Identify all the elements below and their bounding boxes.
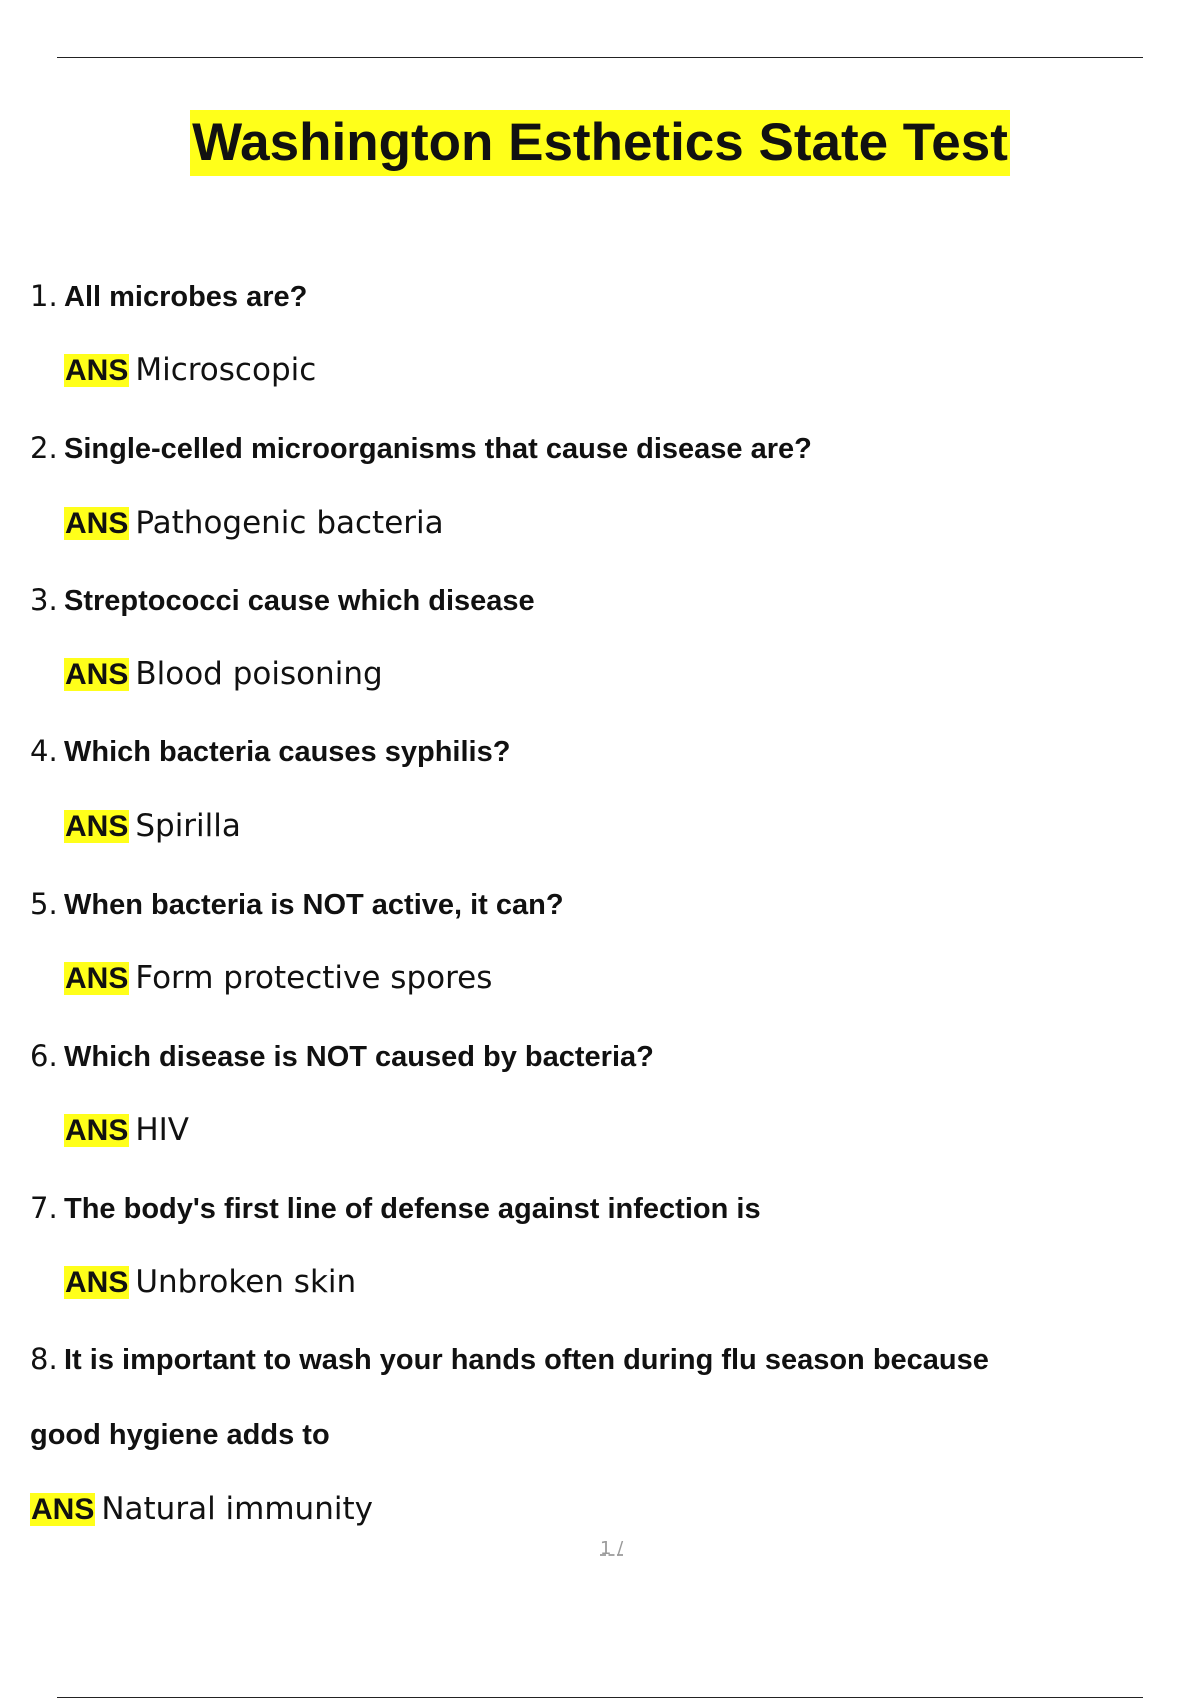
answer-6 xyxy=(64,1111,189,1150)
answer-2 xyxy=(64,504,444,543)
question-8 xyxy=(30,1341,989,1378)
question-7 xyxy=(30,1190,761,1227)
question-text: It is important to wash your hands often during flu season because xyxy=(64,1344,989,1376)
answer-tag: ANS xyxy=(65,810,129,843)
answer-4 xyxy=(64,807,241,846)
question-number: 3. xyxy=(30,583,58,617)
question-8-continued: good hygiene adds to xyxy=(30,1419,330,1451)
bottom-rule xyxy=(57,1697,1143,1698)
question-2 xyxy=(30,430,812,467)
question-1 xyxy=(30,278,307,315)
answer-tag: ANS xyxy=(65,1266,129,1299)
answer-tag: ANS xyxy=(65,658,129,691)
answer-text: HIV xyxy=(135,1112,190,1148)
question-number: 2. xyxy=(30,431,58,465)
question-number: 5. xyxy=(30,887,58,921)
answer-tag: ANS xyxy=(65,962,129,995)
answer-text: Unbroken skin xyxy=(135,1264,357,1300)
question-number: 1. xyxy=(30,279,58,313)
answer-text: Microscopic xyxy=(135,352,317,388)
answer-tag: ANS xyxy=(65,354,129,387)
question-5 xyxy=(30,886,564,923)
question-4 xyxy=(30,733,510,770)
question-text: All microbes are? xyxy=(64,281,308,313)
answer-text: Spirilla xyxy=(135,808,241,844)
title-container xyxy=(0,110,1200,176)
answer-8 xyxy=(30,1490,373,1529)
question-text: Which disease is NOT caused by bacteria? xyxy=(64,1041,654,1073)
question-text: Which bacteria causes syphilis? xyxy=(64,736,511,768)
answer-text: Natural immunity xyxy=(101,1491,373,1527)
answer-text: Form protective spores xyxy=(135,960,493,996)
answer-1 xyxy=(64,351,316,390)
question-number: 7. xyxy=(30,1191,58,1225)
question-6 xyxy=(30,1038,654,1075)
question-number: 4. xyxy=(30,734,58,768)
document-title: Washington Esthetics State Test xyxy=(190,110,1010,176)
question-3 xyxy=(30,582,535,619)
question-text: Single-celled microorganisms that cause disease are? xyxy=(64,433,812,465)
top-rule xyxy=(57,57,1143,58)
answer-3 xyxy=(64,655,383,694)
answer-text: Pathogenic bacteria xyxy=(135,505,444,541)
page-number: 1 / xyxy=(600,1538,624,1559)
answer-tag: ANS xyxy=(65,507,129,540)
question-number: 6. xyxy=(30,1039,58,1073)
answer-7 xyxy=(64,1263,356,1302)
question-text: The body's first line of defense against infection is xyxy=(64,1193,761,1225)
answer-5 xyxy=(64,959,492,998)
answer-text: Blood poisoning xyxy=(135,656,383,692)
answer-tag: ANS xyxy=(65,1114,129,1147)
question-number: 8. xyxy=(30,1342,58,1376)
question-text: When bacteria is NOT active, it can? xyxy=(64,889,564,921)
answer-tag: ANS xyxy=(31,1493,95,1526)
question-text: Streptococci cause which disease xyxy=(64,585,535,617)
